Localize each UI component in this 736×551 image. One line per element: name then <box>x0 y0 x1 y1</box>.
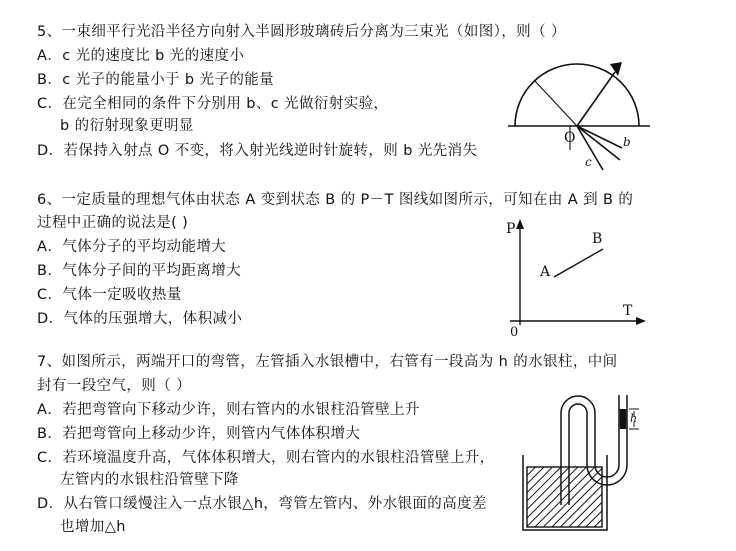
q6-option-a: A．气体分子的平均动能增大 <box>37 239 227 255</box>
p-axis-label: P <box>506 221 516 237</box>
q7-option-a: A．若把弯管向下移动少许，则右管内的水银柱沿管壁上升 <box>37 402 420 418</box>
origin-label: 0 <box>510 325 519 340</box>
q7-option-d: D．从右管口缓慢注入一点水银△h，弯管左管内、外水银面的高度差 <box>37 496 487 512</box>
ray-b-label: b <box>623 135 631 149</box>
q7-option-b: B．若把弯管向上移动少许，则管内气体体积增大 <box>37 426 361 442</box>
q5-stem: 5、一束细平行光沿半径方向射入半圆形玻璃砖后分离为三束光（如图），则（ ） <box>37 24 566 40</box>
q7-option-c: C．若环境温度升高，气体体积增大，则右管内的水银柱沿管壁上升， <box>37 450 495 466</box>
incident-ray <box>577 72 615 126</box>
q7-option-c-cont: 左管内的水银柱沿管壁下降 <box>60 472 239 488</box>
t-axis-label: T <box>623 303 633 319</box>
q5-option-c: C．在完全相同的条件下分别用 b、c 光做衍射实验， <box>37 96 389 112</box>
semicircle-arc <box>515 64 639 126</box>
q5-option-a: A．c 光的速度比 b 光的速度小 <box>37 48 245 64</box>
q5-option-c-cont: b 的衍射现象更明显 <box>60 118 194 134</box>
q5-origin-label: O <box>564 130 576 146</box>
q5-semicircle-figure <box>500 50 670 175</box>
point-b-label: B <box>592 231 603 247</box>
ray-c-label: c <box>585 155 592 169</box>
mercury-column <box>620 409 626 429</box>
q6-pt-graph <box>500 215 650 340</box>
point-a-label: A <box>540 264 551 280</box>
ab-line <box>554 249 603 277</box>
q7-tube-figure <box>515 385 645 535</box>
q6-option-c: C．气体一定吸收热量 <box>37 287 182 303</box>
q5-option-b: B．c 光子的能量小于 b 光子的能量 <box>37 72 275 88</box>
q6-stem: 6、一定质量的理想气体由状态 A 变到状态 B 的 P－T 图线如图所示，可知在由 A 到 B 的 <box>37 192 634 208</box>
q7-stem: 7、如图所示，两端开口的弯管，左管插入水银槽中，右管有一段高为 h 的水银柱，中间 <box>37 354 618 370</box>
q7-stem-cont: 封有一段空气，则（ ） <box>37 378 192 394</box>
q6-stem-cont: 过程中正确的说法是( ) <box>37 215 189 231</box>
q6-option-d: D．气体的压强增大，体积减小 <box>37 311 243 327</box>
q6-option-b: B．气体分子间的平均距离增大 <box>37 263 242 279</box>
q5-option-d: D．若保持入射点 O 不变，将入射光线逆时针旋转，则 b 光先消失 <box>37 143 478 159</box>
q7-option-d-cont: 也增加△h <box>60 519 126 535</box>
h-label: h <box>630 412 638 425</box>
